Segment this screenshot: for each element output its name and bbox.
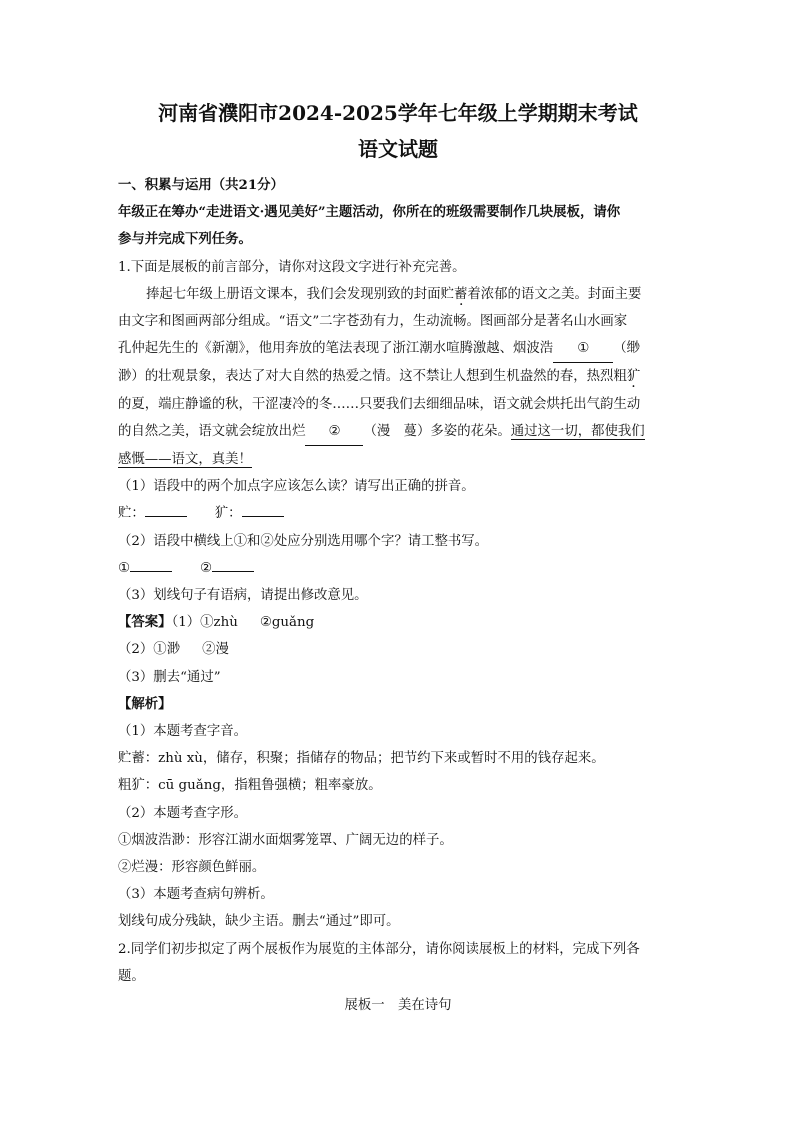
section-heading: 一、积累与运用（共21分） (118, 177, 284, 193)
analysis-line-7: （3）本题考查病句辨析。 (118, 887, 274, 903)
analysis-line-5: ①烟波浩渺：形容江湖水面烟雾笼罩、广阔无边的样子。 (118, 832, 453, 848)
passage-line-1: 捧起七年级上册语文课本，我们会发现别致的封面贮蓄着浓郁的语文之美。封面主要 (146, 286, 642, 302)
passage-line-6: 的自然之美，语文就会绽放出烂 ② （漫 蔓）多姿的花朵。通过这一切，都使我们 (118, 418, 678, 446)
answer-label: 【答案】 (118, 614, 172, 631)
passage-line-3: 孔仲起先生的《新潮》，他用奔放的笔法表现了浙江潮水喧腾激越、烟波浩 ① （缈 (118, 335, 678, 363)
section-intro-line-2: 参与并完成下列任务。 (118, 231, 252, 248)
page-title: 河南省濮阳市2024-2025学年七年级上学期期末考试 (158, 101, 638, 125)
analysis-label: 【解析】 (118, 695, 172, 712)
answer-line-3: （3）删去“通过” (118, 669, 221, 685)
dotted-char-guang: 犷 (626, 369, 641, 385)
dotted-char-zhu: 贮 (440, 286, 454, 302)
analysis-line-3: 粗犷：cū guǎng，指粗鲁强横；粗率豪放。 (118, 778, 382, 794)
board-1-title: 展板一 美在诗句 (344, 998, 452, 1014)
analysis-line-2: 贮蓄：zhù xù，储存，积聚；指储存的物品；把节约下来或暂时不用的钱存起来。 (118, 751, 605, 767)
answer-line-1: 【答案】（1）①zhù ②guǎng (118, 614, 315, 631)
question-2-stem-line-1: 2.同学们初步拟定了两个展板作为展览的主体部分，请你阅读展板上的材料，完成下列各 (118, 941, 640, 957)
section-intro-line-1: 年级正在筹办“走进语文·遇见美好”主题活动，你所在的班级需要制作几块展板，请你 (118, 204, 621, 221)
blank-2: ② (305, 418, 363, 446)
passage-line-5: 的夏，端庄静谧的秋，干涩凄冷的冬……只要我们去细细品味，语文就会烘托出气韵生动 (118, 396, 641, 412)
answer-blank-guang[interactable] (242, 516, 284, 517)
sub-question-1: （1）语段中的两个加点字应该怎么读？请写出正确的拼音。 (118, 479, 475, 495)
sub-question-1-blanks: 贮： 犷： (118, 500, 678, 527)
answer-line-2: （2）①渺 ②漫 (118, 642, 229, 658)
analysis-line-1: （1）本题考查字音。 (118, 724, 248, 740)
passage-line-2: 由文字和图画两部分组成。“语文”二字苍劲有力，生动流畅。图画部分是著名山水画家 (118, 314, 628, 330)
answer-blank-1[interactable] (130, 571, 172, 572)
passage-line-7 (118, 446, 678, 473)
sub-question-3: （3）划线句子有语病，请提出修改意见。 (118, 588, 368, 604)
answer-blank-zhu[interactable] (145, 516, 187, 517)
blank-1: ① (553, 335, 613, 363)
question-2-stem-line-2: 题。 (118, 968, 145, 984)
analysis-line-4: （2）本题考查字形。 (118, 805, 248, 821)
passage-line-4: 渺）的壮观景象，表达了对大自然的热爱之情。这不禁让人想到生机盎然的春，热烈粗犷 (118, 369, 641, 385)
exam-page (118, 96, 678, 1019)
sub-question-2-blanks: ① ② (118, 555, 678, 582)
answer-blank-2[interactable] (212, 571, 254, 572)
analysis-line-6: ②烂漫：形容颜色鲜丽。 (118, 860, 266, 876)
underlined-sentence-part-2: 感慨——语文，真美！ (118, 452, 252, 468)
sub-question-2: （2）语段中横线上①和②处应分别选用哪个字？请工整书写。 (118, 533, 489, 549)
question-1-stem: 1.下面是展板的前言部分，请你对这段文字进行补充完善。 (118, 259, 466, 275)
analysis-line-8: 划线句成分残缺，缺少主语。删去“通过”即可。 (118, 914, 400, 930)
page-subtitle: 语文试题 (358, 137, 438, 161)
underlined-sentence-part-1: 通过这一切，都使我们 (510, 423, 645, 439)
